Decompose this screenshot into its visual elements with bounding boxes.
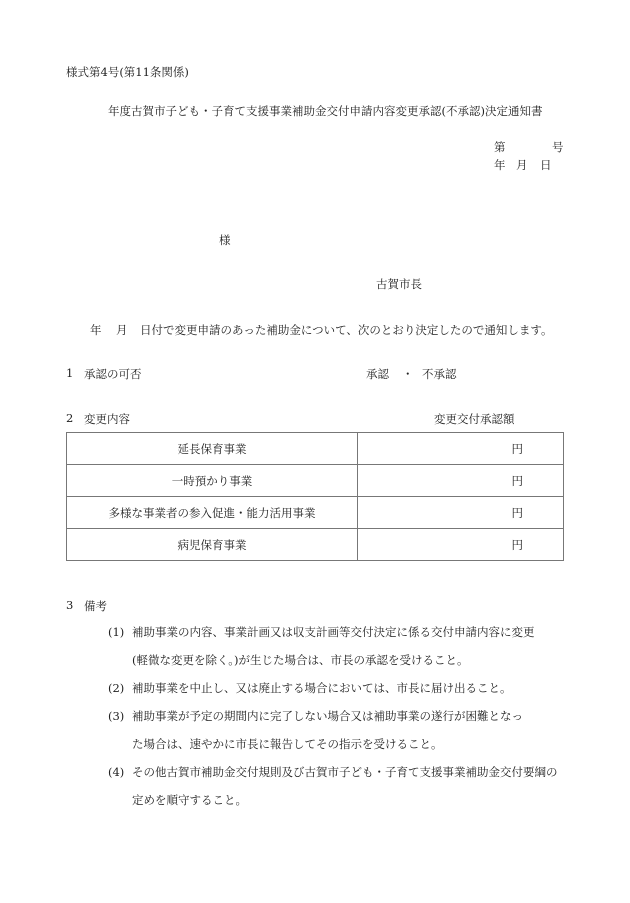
note-number: (1) — [108, 625, 125, 639]
table-row — [67, 433, 564, 465]
note-number: (3) — [108, 709, 125, 723]
amount-header: 変更交付承認額 — [434, 412, 515, 426]
form-label: 様式第4号(第11条関係) — [66, 65, 189, 79]
section1-label: 承認の可否 — [84, 367, 142, 381]
section3-number: 3 — [66, 598, 74, 612]
body-month: 月 — [116, 323, 128, 337]
project-name: 病児保育事業 — [67, 529, 358, 561]
doc-number-dai: 第 — [494, 140, 506, 154]
body-text: 日付で変更申請のあった補助金について、次のとおり決定したので通知します。 — [140, 323, 553, 337]
project-name: 一時預かり事業 — [67, 465, 358, 497]
disapproval-option: 不承認 — [422, 367, 457, 381]
note-number: (2) — [108, 681, 125, 695]
body-year: 年 — [90, 323, 102, 337]
doc-number-go: 号 — [552, 140, 564, 154]
amount-unit: 円 — [358, 465, 564, 497]
amount-table — [66, 432, 564, 561]
note-line: 補助事業を中止し、又は廃止する場合においては、市長に届け出ること。 — [132, 681, 512, 695]
approval-separator: ・ — [402, 367, 414, 381]
note-number: (4) — [108, 765, 125, 779]
section2-number: 2 — [66, 411, 74, 425]
note-line: 定めを順守すること。 — [132, 793, 247, 807]
note-line: 補助事業が予定の期間内に完了しない場合又は補助事業の遂行が困難となっ — [132, 709, 523, 723]
section1-number: 1 — [66, 366, 74, 380]
amount-unit: 円 — [358, 497, 564, 529]
document-title: 年度古賀市子ども・子育て支援事業補助金交付申請内容変更承認(不承認)決定通知書 — [108, 104, 543, 118]
note-line: その他古賀市補助金交付規則及び古賀市子ども・子育て支援事業補助金交付要綱の — [132, 765, 558, 779]
section2-label: 変更内容 — [84, 412, 130, 426]
note-line: (軽微な変更を除く。)が生じた場合は、市長の承認を受けること。 — [132, 653, 469, 667]
project-name: 多様な事業者の参入促進・能力活用事業 — [67, 497, 358, 529]
date-month: 月 — [516, 158, 528, 172]
project-name: 延長保育事業 — [67, 433, 358, 465]
table-row — [67, 497, 564, 529]
section3-label: 備考 — [84, 599, 107, 613]
amount-unit: 円 — [358, 433, 564, 465]
approval-option: 承認 — [366, 367, 389, 381]
issuer: 古賀市長 — [376, 277, 422, 291]
table-row — [67, 465, 564, 497]
amount-unit: 円 — [358, 529, 564, 561]
date-year: 年 — [494, 158, 506, 172]
note-line: た場合は、速やかに市長に報告してその指示を受けること。 — [132, 737, 443, 751]
date-day: 日 — [540, 158, 552, 172]
recipient-suffix: 様 — [219, 233, 231, 247]
table-row — [67, 529, 564, 561]
note-line: 補助事業の内容、事業計画又は収支計画等交付決定に係る交付申請内容に変更 — [132, 625, 535, 639]
